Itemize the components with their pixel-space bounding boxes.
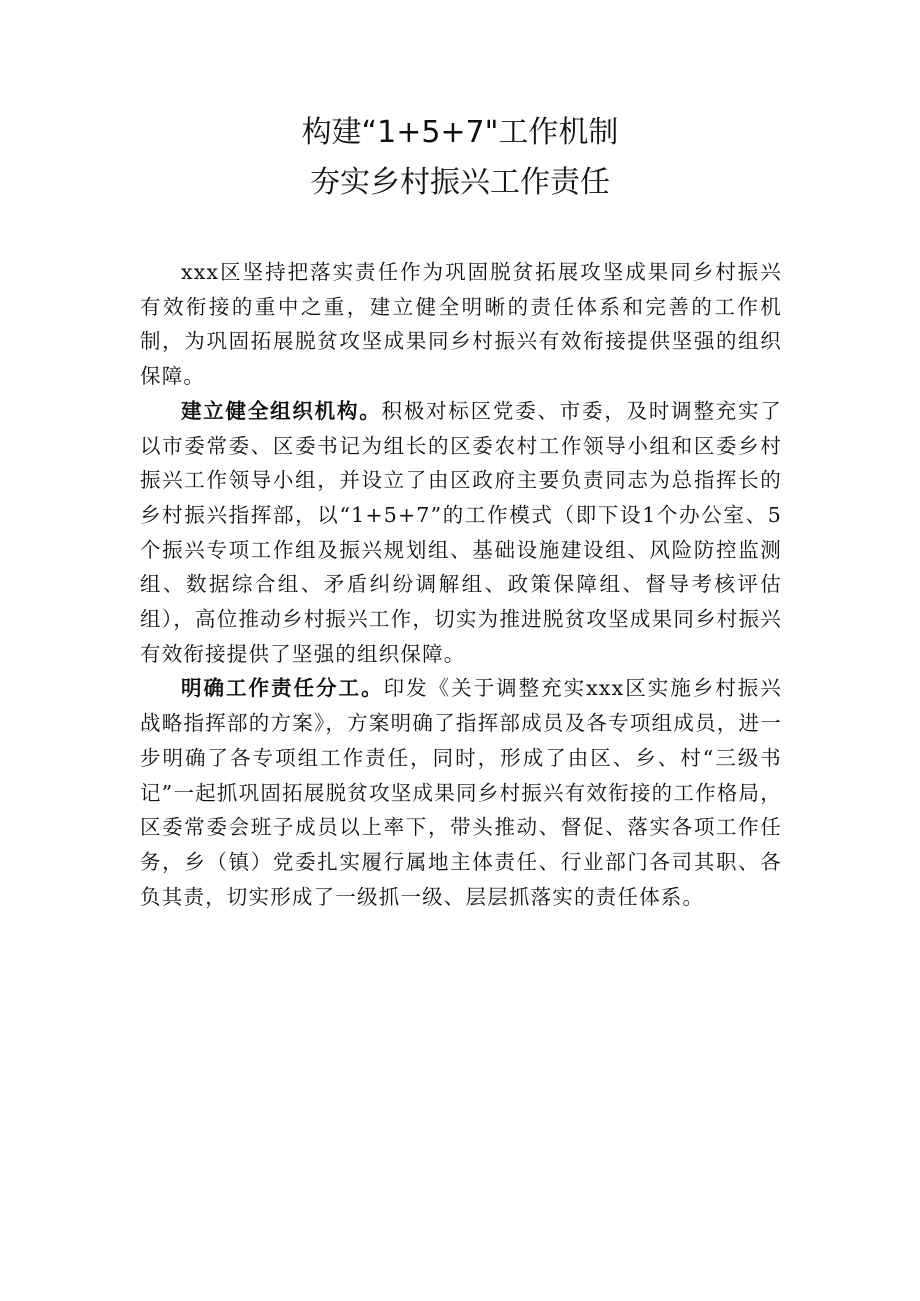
paragraph-heading: 明确工作责任分工。 (181, 676, 384, 701)
paragraph-text: xxx区坚持把落实责任作为巩固脱贫拓展攻坚成果同乡村振兴有效衔接的重中之重，建立健全明晰的责任体系和完善的工作机制，为巩固拓展脱贫攻坚成果同乡村振兴有效衔接提供坚强的组织保障。 (140, 260, 782, 389)
paragraph-intro (140, 255, 782, 394)
title-line-1: 构建“1+5+7"工作机制 (301, 115, 619, 150)
document-body (140, 255, 782, 914)
paragraph-responsibility (140, 671, 782, 914)
paragraph-heading: 建立健全组织机构。 (181, 398, 382, 423)
paragraph-text: 积极对标区党委、市委，及时调整充实了以市委常委、区委书记为组长的区委农村工作领导小组和区委乡村振兴工作领导小组，并设立了由区政府主要负责同志为总指挥长的乡村振兴指挥部，以“1+5+7”的工作模式（即下设1个办公室、5个振兴专项工作组及振兴规划组、基础设施建设组、风险防控监测组、数据综合组、矛盾纠纷调解组、政策保障组、督导考核评估组），高位推动乡村振兴工作，切实为推进脱贫攻坚成果同乡村振兴有效衔接提供了坚强的组织保障。 (140, 398, 782, 666)
paragraph-organization (140, 394, 782, 672)
document-title (0, 108, 920, 208)
title-line-2: 夯实乡村振兴工作责任 (310, 165, 610, 200)
paragraph-text: 印发《关于调整充实xxx区实施乡村振兴战略指挥部的方案》，方案明确了指挥部成员及各专项组成员，进一步明确了各专项组工作责任，同时，形成了由区、乡、村“三级书记”一起抓巩固拓展脱贫攻坚成果同乡村振兴有效衔接的工作格局，区委常委会班子成员以上率下，带头推动、督促、落实各项工作任务，乡（镇）党委扎实履行属地主体责任、行业部门各司其职、各负其责，切实形成了一级抓一级、层层抓落实的责任体系。 (140, 676, 782, 909)
